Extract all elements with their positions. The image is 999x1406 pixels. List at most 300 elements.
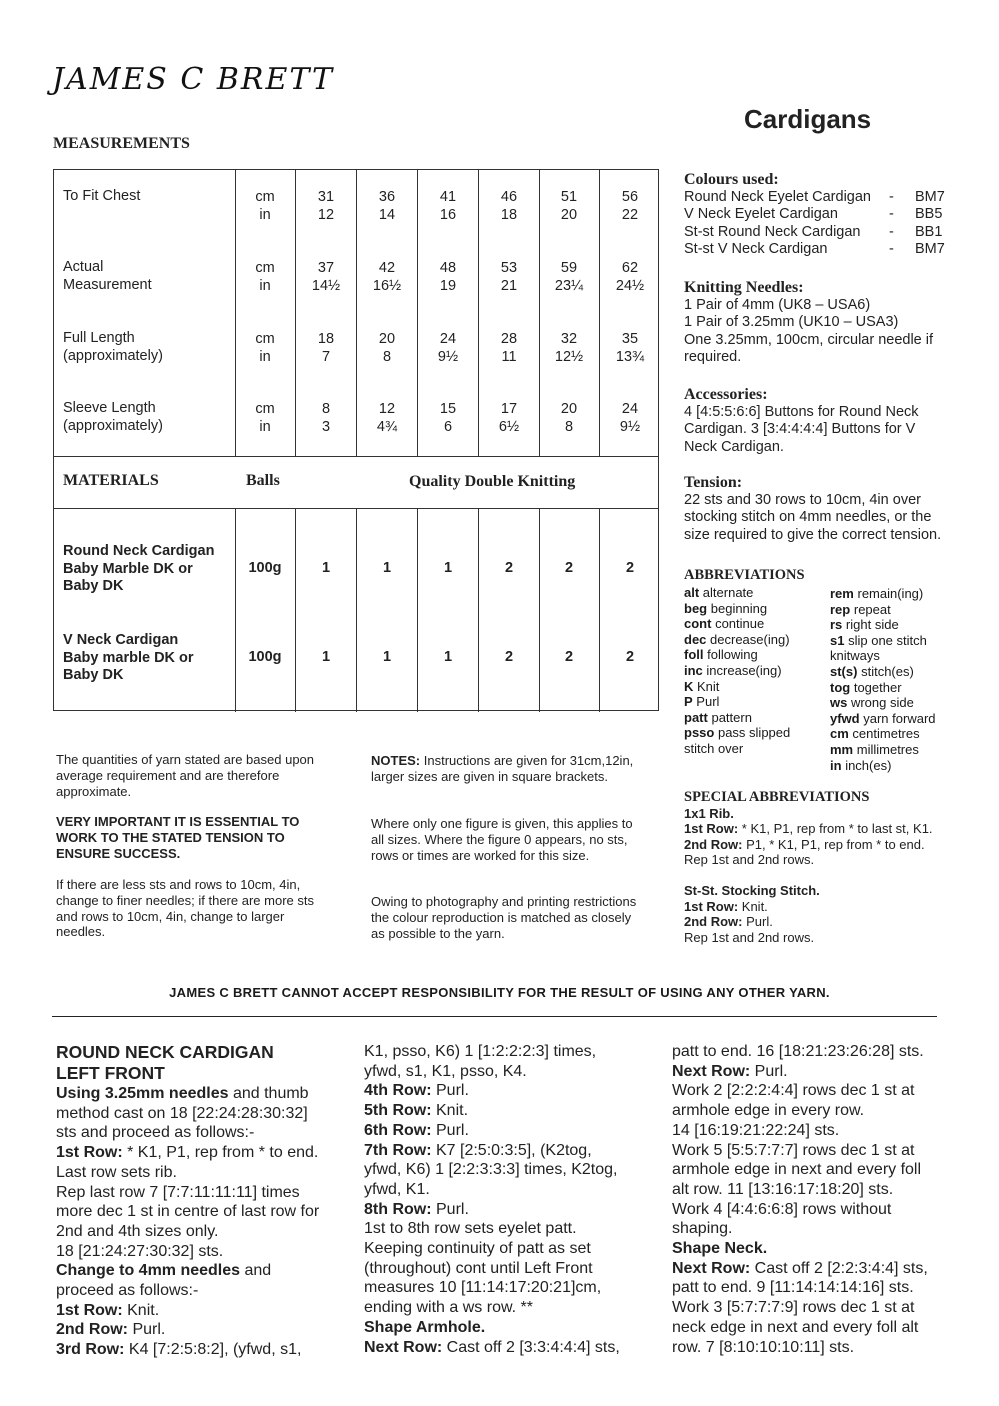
abbreviation-key: tog — [830, 679, 851, 695]
unit-labels — [235, 189, 295, 224]
note-line: approximate. — [56, 783, 132, 799]
abbreviation-meaning: continue — [715, 616, 765, 632]
colour-name: V Neck Eyelet Cardigan — [684, 206, 838, 223]
tension-section — [684, 474, 974, 544]
size-value — [479, 401, 539, 436]
pattern-line — [364, 1219, 654, 1239]
abbreviation-key: psso — [684, 725, 715, 741]
ball-quantity: 2 — [504, 649, 514, 665]
pattern-line — [364, 1239, 654, 1259]
page-title: Cardigans — [744, 104, 872, 134]
pattern-line — [672, 1239, 962, 1259]
pattern-label: Next Row: — [672, 1259, 751, 1277]
measurements-heading: MEASUREMENTS — [53, 135, 190, 152]
unit-label: in — [259, 348, 271, 365]
accessories-line: Neck Cardigan. — [684, 438, 784, 455]
value-cm: 56 — [621, 189, 639, 205]
abbreviations-heading: ABBREVIATIONS — [684, 567, 805, 583]
stst-row1-label: 1st Row: — [684, 898, 739, 914]
pattern-heading: ROUND NECK CARDIGAN — [56, 1042, 274, 1062]
size-value — [600, 331, 660, 366]
note-line: and rows to 10cm, 4in, change to larger — [56, 908, 285, 924]
value-cm: 42 — [378, 260, 396, 276]
size-value — [418, 260, 478, 295]
value-in: 4¾ — [376, 418, 398, 435]
note-line: the colour reproduction is matched as closely — [371, 909, 632, 925]
material-name-line: Round Neck Cardigan — [63, 543, 215, 559]
size-value — [479, 260, 539, 295]
value-cm: 8 — [321, 401, 331, 417]
abbreviation-meaning: millimetres — [856, 741, 919, 757]
stst-row1 — [684, 899, 984, 915]
note-sizes — [371, 753, 671, 785]
abbreviation-meaning: remain(ing) — [857, 586, 924, 601]
abbreviation-key: s1 — [830, 632, 845, 648]
abbreviation-item — [830, 633, 980, 649]
stst-row1-text: Knit. — [738, 898, 768, 914]
pattern-line — [364, 1200, 654, 1220]
value-cm: 41 — [439, 189, 457, 205]
abbreviation-meaning: together — [853, 679, 902, 695]
abbreviation-key: P — [684, 694, 693, 710]
note-line: change to finer needles; if there are more sts — [56, 892, 314, 908]
pattern-text: method cast on 18 [22:24:28:30:32] — [56, 1104, 308, 1122]
pattern-text: Last row sets rib. — [56, 1163, 177, 1181]
unit-label: in — [259, 206, 271, 223]
note-tension-warning — [56, 814, 356, 861]
rib-row2-label: 2nd Row: — [684, 836, 743, 852]
value-cm: 28 — [500, 331, 518, 347]
pattern-text: shaping. — [672, 1220, 733, 1238]
abbreviation-meaning: following — [707, 647, 758, 663]
colour-name: St-st Round Neck Cardigan — [684, 223, 861, 240]
colour-row — [684, 206, 974, 224]
stst-title: St-St. Stocking Stitch. — [684, 882, 820, 898]
abbreviation-meaning: Knit — [697, 678, 720, 694]
stst-row2-label: 2nd Row: — [684, 914, 743, 930]
ball-quantity: 1 — [382, 649, 392, 665]
pattern-line — [672, 1200, 962, 1220]
ball-quantity: 1 — [321, 649, 331, 665]
note-line: rows or times are worked for this size. — [371, 847, 590, 863]
measurement-label — [63, 188, 235, 206]
colour-code: BB1 — [915, 223, 943, 240]
material-name-line: Baby marble DK or — [63, 649, 194, 666]
measurement-label-line: Actual — [63, 259, 104, 275]
material-weight: 100g — [248, 649, 282, 665]
pattern-line — [56, 1222, 346, 1242]
pattern-line — [364, 1338, 654, 1358]
size-value — [479, 331, 539, 366]
abbreviation-meaning: increase(ing) — [706, 662, 782, 678]
material-name-line: Baby Marble DK or — [63, 560, 193, 577]
abbreviation-key: ws — [830, 695, 848, 711]
rib-row2 — [684, 837, 984, 853]
size-value — [418, 331, 478, 366]
size-value — [296, 189, 356, 224]
pattern-text: Purl. — [431, 1200, 469, 1218]
pattern-line — [56, 1261, 346, 1281]
colour-dash: - — [889, 241, 894, 258]
value-in: 18 — [500, 206, 518, 223]
needles-section — [684, 279, 974, 367]
size-value — [418, 401, 478, 436]
measurement-label-line: (approximately) — [63, 347, 163, 364]
value-cm: 24 — [439, 331, 457, 347]
pattern-text: Purl. — [431, 1082, 469, 1100]
special-heading: SPECIAL ABBREVIATIONS — [684, 789, 870, 805]
pattern-text: Cast off 2 [3:3:4:4:4] sts, — [442, 1338, 620, 1356]
pattern-text: 14 [16:19:21:22:24] sts. — [672, 1121, 840, 1139]
abbreviation-key: rs — [830, 617, 843, 633]
pattern-text: alt row. 11 [13:16:17:18:20] sts. — [672, 1180, 894, 1198]
pattern-text: armhole edge in next and every foll — [672, 1161, 922, 1179]
pattern-line — [56, 1183, 346, 1203]
pattern-line — [56, 1123, 346, 1143]
pattern-line — [364, 1101, 654, 1121]
pattern-text: (throughout) cont until Left Front — [364, 1259, 593, 1277]
size-value — [600, 189, 660, 224]
pattern-text: 2nd and 4th sizes only. — [56, 1222, 219, 1240]
pattern-line — [672, 1259, 962, 1279]
size-value — [600, 260, 660, 295]
abbreviation-key: yfwd — [830, 710, 860, 726]
pattern-line — [364, 1141, 654, 1161]
ball-quantity: 1 — [382, 560, 392, 576]
stst-row2 — [684, 914, 984, 930]
pattern-label: Shape Armhole. — [364, 1318, 486, 1336]
pattern-text: Knit. — [122, 1301, 160, 1319]
notes-line2: larger sizes are given in square brackets. — [371, 768, 609, 784]
value-cm: 51 — [560, 189, 578, 205]
size-value — [357, 401, 417, 436]
pattern-line — [672, 1219, 962, 1239]
pattern-line — [56, 1340, 346, 1360]
material-name-line: V Neck Cardigan — [63, 632, 179, 648]
value-in: 23¼ — [554, 277, 584, 294]
size-value — [357, 189, 417, 224]
pattern-line — [56, 1320, 346, 1340]
special-abbreviations — [684, 790, 984, 945]
pattern-line — [56, 1281, 346, 1301]
pattern-text: Purl. — [750, 1062, 788, 1080]
pattern-line — [56, 1242, 346, 1262]
abbreviation-item — [830, 602, 980, 618]
pattern-text: and — [240, 1262, 272, 1280]
accessories-lines — [684, 404, 974, 457]
value-cm: 15 — [439, 401, 457, 417]
measurement-label-line: Full Length — [63, 330, 135, 346]
colour-row — [684, 241, 974, 259]
abbreviation-key: cm — [830, 726, 849, 742]
value-in: 24½ — [615, 277, 645, 294]
value-cm: 62 — [621, 260, 639, 276]
colour-code: BM7 — [915, 241, 945, 258]
value-cm: 35 — [621, 331, 639, 347]
colours-section — [684, 171, 974, 259]
pattern-text: Purl. — [431, 1121, 469, 1139]
value-in: 12 — [317, 206, 335, 223]
value-cm: 24 — [621, 401, 639, 417]
quality-heading: Quality Double Knitting — [409, 473, 576, 490]
balls-heading: Balls — [246, 472, 280, 489]
pattern-line — [672, 1278, 962, 1298]
colour-code: BB5 — [915, 206, 943, 223]
pattern-line — [672, 1160, 962, 1180]
stst-repeat: Rep 1st and 2nd rows. — [684, 929, 815, 945]
ball-quantity: 1 — [321, 560, 331, 576]
pattern-line — [672, 1141, 962, 1161]
pattern-subheading: LEFT FRONT — [56, 1063, 165, 1083]
pattern-text: Work 4 [4:4:6:6:8] rows without — [672, 1200, 892, 1218]
note-yarn-quantities — [56, 752, 356, 799]
pattern-line — [56, 1301, 346, 1321]
pattern-text: yfwd, K6) 1 [2:2:3:3:3] times, K2tog, — [364, 1161, 618, 1179]
size-value — [357, 260, 417, 295]
value-in: 22 — [621, 206, 639, 223]
unit-labels — [235, 331, 295, 366]
ball-quantity: 2 — [625, 560, 635, 576]
abbreviation-item — [830, 586, 980, 602]
accessories-heading: Accessories: — [684, 386, 768, 403]
abbreviation-key: rem — [830, 586, 854, 601]
pattern-line — [364, 1318, 654, 1338]
notes-label: NOTES: — [371, 753, 421, 768]
pattern-label: Next Row: — [672, 1062, 751, 1080]
size-value — [600, 401, 660, 436]
abbreviation-item — [684, 601, 830, 617]
measurement-label-line: Sleeve Length — [63, 400, 156, 416]
size-value — [296, 260, 356, 295]
pattern-text: Knit. — [431, 1102, 469, 1120]
unit-labels — [235, 260, 295, 295]
pattern-column-2 — [364, 1042, 654, 1357]
abbreviation-key: dec — [684, 631, 707, 647]
pattern-text: Work 2 [2:2:2:4:4] rows dec 1 st at — [672, 1082, 915, 1100]
colours-list — [684, 189, 974, 259]
pattern-text: sts and proceed as follows:- — [56, 1124, 255, 1142]
pattern-text: ending with a ws row. ** — [364, 1299, 533, 1317]
pattern-label: 3rd Row: — [56, 1341, 125, 1359]
pattern-text: measures 10 [11:14:17:20:21]cm, — [364, 1279, 602, 1297]
pattern-line — [364, 1081, 654, 1101]
rib-repeat: Rep 1st and 2nd rows. — [684, 852, 815, 868]
pattern-label: 8th Row: — [364, 1200, 432, 1218]
pattern-line — [56, 1084, 346, 1104]
pattern-text: and thumb — [228, 1085, 309, 1102]
abbreviation-meaning: stitch(es) — [861, 663, 914, 679]
abbreviation-meaning: right side — [845, 617, 899, 633]
value-in: 9½ — [437, 348, 459, 365]
material-weight: 100g — [248, 560, 282, 576]
pattern-line — [672, 1298, 962, 1318]
pattern-line — [672, 1081, 962, 1101]
rib-row1-text: * K1, P1, rep from * to last st, K1. — [738, 821, 933, 837]
abbreviation-meaning: Purl — [696, 694, 720, 710]
abbreviations-right — [830, 586, 980, 773]
pattern-line — [672, 1338, 962, 1358]
abbreviation-item — [830, 617, 980, 633]
abbreviation-key: st(s) — [830, 663, 858, 679]
size-value — [418, 189, 478, 224]
abbreviation-meaning: stitch over — [684, 740, 744, 756]
abbreviation-item — [830, 664, 980, 680]
pattern-text: Work 3 [5:7:7:7:9] rows dec 1 st at — [672, 1299, 915, 1317]
needles-lines — [684, 297, 974, 367]
pattern-line — [672, 1042, 962, 1062]
pattern-text: yfwd, s1, K1, psso, K4. — [364, 1062, 527, 1080]
abbreviation-key: patt — [684, 709, 708, 725]
ball-quantity: 2 — [564, 560, 574, 576]
note-line: The quantities of yarn stated are based upon — [56, 752, 315, 767]
divider-line — [52, 1016, 937, 1017]
material-name — [63, 632, 235, 685]
pattern-label: Change to 4mm needles — [56, 1262, 241, 1280]
unit-label: cm — [255, 401, 275, 417]
pattern-label: Shape Neck. — [672, 1240, 768, 1258]
pattern-text: Work 5 [5:5:7:7:7] rows dec 1 st at — [672, 1141, 915, 1159]
ball-quantity: 1 — [443, 649, 453, 665]
note-needle-change — [56, 877, 356, 940]
pattern-line — [672, 1062, 962, 1082]
pattern-text: 1st to 8th row sets eyelet patt. — [364, 1220, 577, 1238]
colour-code: BM7 — [915, 188, 945, 205]
pattern-label: Using 3.25mm needles — [56, 1085, 229, 1102]
note-line: as possible to the yarn. — [371, 925, 505, 941]
pattern-line — [672, 1180, 962, 1200]
value-cm: 59 — [560, 260, 578, 276]
material-name-line: Baby DK — [63, 578, 124, 594]
pattern-line — [364, 1259, 654, 1279]
abbreviation-meaning: repeat — [853, 601, 891, 617]
abbreviation-item — [684, 679, 830, 695]
measurement-label — [63, 259, 235, 294]
unit-label: cm — [255, 331, 275, 347]
abbreviation-item — [830, 726, 980, 742]
pattern-text: more dec 1 st in centre of last row for — [56, 1203, 320, 1221]
measurement-label — [63, 330, 235, 365]
note-colour-reproduction — [371, 894, 671, 941]
colour-dash: - — [889, 188, 894, 205]
colour-name: St-st V Neck Cardigan — [684, 241, 828, 258]
colour-dash: - — [889, 206, 894, 223]
value-in: 16 — [439, 206, 457, 223]
abbreviation-meaning: yarn forward — [863, 710, 936, 726]
pattern-text: yfwd, K1. — [364, 1180, 430, 1198]
pattern-label: 1st Row: — [56, 1301, 123, 1319]
needles-line: 1 Pair of 3.25mm (UK10 – USA3) — [684, 314, 899, 331]
abbreviations-section — [684, 567, 984, 773]
note-line: VERY IMPORTANT IT IS ESSENTIAL TO — [56, 814, 300, 829]
abbreviation-meaning: inch(es) — [845, 757, 892, 773]
pattern-line — [672, 1318, 962, 1338]
brand-logo: JAMES C BRETT — [52, 62, 334, 97]
pattern-label: 1st Row: — [56, 1144, 123, 1162]
value-in: 20 — [560, 206, 578, 223]
pattern-text: K1, psso, K6) 1 [1:2:2:2:3] times, — [364, 1043, 597, 1060]
tension-line: 22 sts and 30 rows to 10cm, 4in over — [684, 491, 921, 508]
pattern-line — [364, 1121, 654, 1141]
measurement-label-line: (approximately) — [63, 417, 163, 434]
value-cm: 17 — [500, 401, 518, 417]
measurement-label-line: To Fit Chest — [63, 188, 141, 204]
pattern-label: Next Row: — [364, 1338, 443, 1356]
abbreviation-item — [684, 632, 830, 648]
value-in: 14½ — [311, 277, 341, 294]
pattern-text: 18 [21:24:27:30:32] sts. — [56, 1242, 224, 1260]
abbreviation-key: K — [684, 678, 694, 694]
disclaimer: JAMES C BRETT CANNOT ACCEPT RESPONSIBILITY FOR THE RESULT OF USING ANY OTHER YARN. — [169, 985, 830, 1000]
tension-line: size required to give the correct tension. — [684, 526, 942, 543]
size-value — [357, 331, 417, 366]
stst-row2-text: Purl. — [742, 914, 773, 930]
unit-label: cm — [255, 189, 275, 205]
abbreviation-item — [830, 742, 980, 758]
material-name — [63, 543, 235, 596]
ball-quantity: 2 — [625, 649, 635, 665]
abbreviation-meaning: wrong side — [850, 695, 914, 711]
abbreviation-meaning: decrease(ing) — [710, 631, 790, 647]
pattern-line — [364, 1180, 654, 1200]
abbreviation-key: foll — [684, 647, 704, 663]
size-value — [296, 331, 356, 366]
table-col-line — [539, 508, 540, 712]
size-value — [539, 401, 599, 436]
table-col-line — [417, 508, 418, 712]
value-in: 7 — [321, 348, 331, 365]
rib-row1 — [684, 821, 984, 837]
needles-line: One 3.25mm, 100cm, circular needle if — [684, 331, 934, 348]
size-value — [479, 189, 539, 224]
note-single-figure — [371, 816, 671, 863]
colour-row — [684, 189, 974, 207]
abbreviation-key: mm — [830, 741, 854, 757]
value-in: 9½ — [619, 418, 641, 435]
abbreviation-item — [684, 741, 830, 757]
table-col-line — [295, 508, 296, 712]
pattern-line — [56, 1202, 346, 1222]
value-in: 12½ — [554, 348, 584, 365]
pattern-line — [56, 1143, 346, 1163]
accessories-section — [684, 386, 974, 456]
abbreviation-item — [684, 663, 830, 679]
notes-line1: Instructions are given for 31cm,12in, — [420, 753, 634, 768]
value-cm: 37 — [317, 260, 335, 276]
unit-label: cm — [255, 260, 275, 276]
pattern-line — [56, 1163, 346, 1183]
pattern-text: * K1, P1, rep from * to end. — [122, 1144, 319, 1162]
ball-quantity: 2 — [504, 560, 514, 576]
pattern-column-3 — [672, 1042, 962, 1357]
value-cm: 12 — [378, 401, 396, 417]
size-value — [296, 401, 356, 436]
value-cm: 36 — [378, 189, 396, 205]
value-in: 13¾ — [615, 348, 645, 365]
abbreviation-item — [830, 648, 980, 664]
abbreviation-meaning: pattern — [711, 709, 752, 725]
value-cm: 32 — [560, 331, 578, 347]
pattern-text: proceed as follows:- — [56, 1282, 199, 1300]
pattern-text: Cast off 2 [2:2:3:4:4] sts, — [750, 1259, 928, 1277]
value-cm: 18 — [317, 331, 335, 347]
abbreviation-meaning: pass slipped — [717, 725, 791, 741]
value-in: 21 — [500, 277, 518, 294]
table-col-line — [478, 508, 479, 712]
pattern-text: patt to end. 16 [18:21:23:26:28] sts. — [672, 1043, 924, 1060]
abbreviation-key: inc — [684, 662, 703, 678]
pattern-text: Rep last row 7 [7:7:11:11:11] times — [56, 1183, 300, 1201]
size-value — [539, 331, 599, 366]
